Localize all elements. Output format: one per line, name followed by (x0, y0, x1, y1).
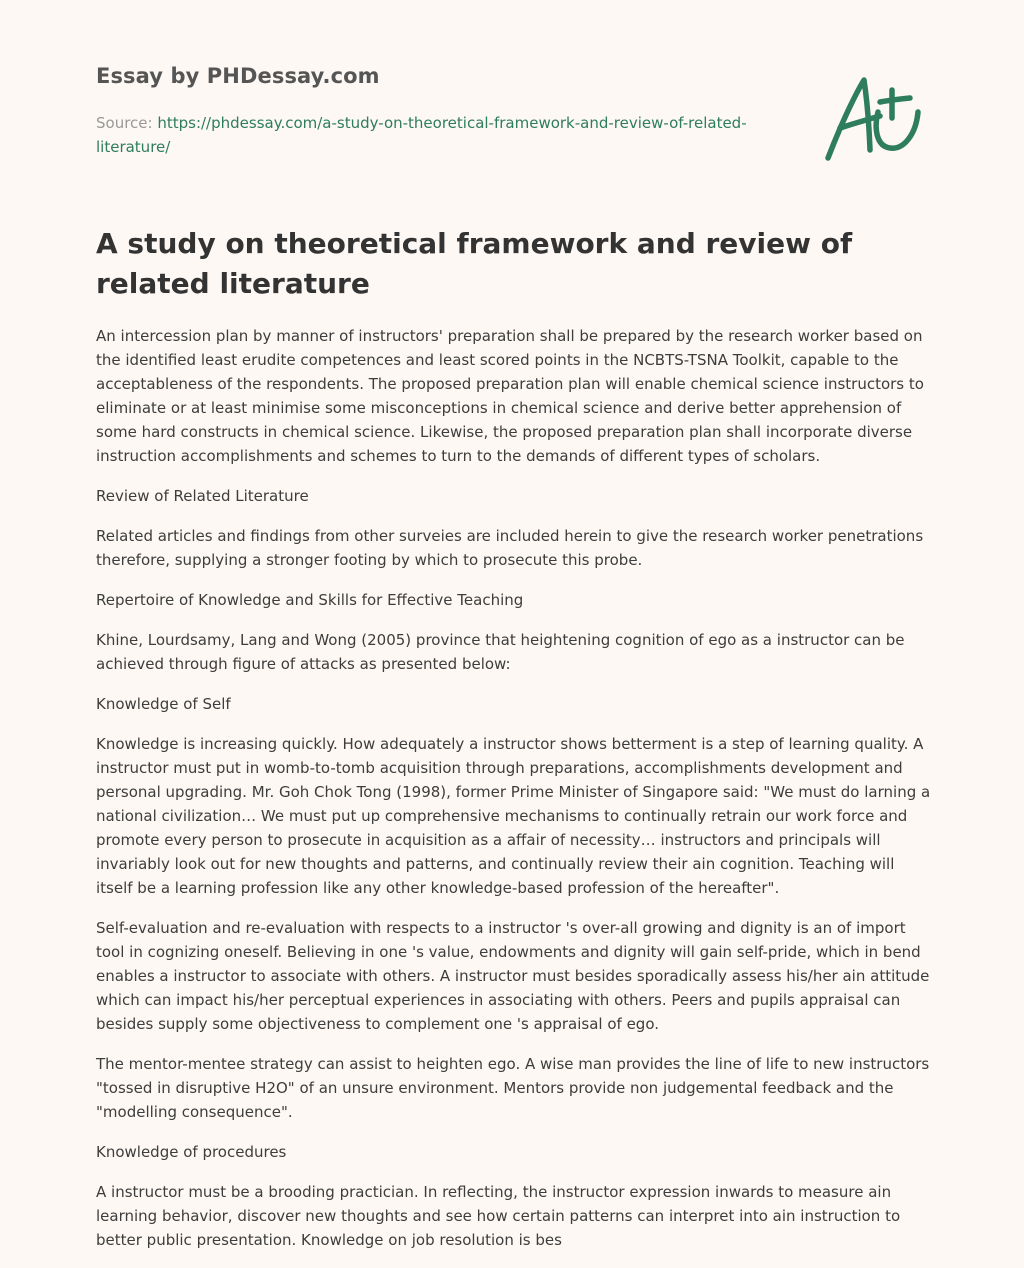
source-label: Source: (96, 114, 158, 132)
a-plus-logo-icon (820, 66, 930, 166)
paragraph-brooding-practician: A instructor must be a brooding practician. In reflecting, the instructor expression inwards to measure ain learning behavior, discover new thoughts and see how certain patterns can interpret into ain instruction to better public presentation. Knowledge on job resolution is bes (96, 1183, 901, 1249)
paragraph-self-evaluation: Self-evaluation and re-evaluation with respects to a instructor 's over-all growing and dignity is an of import tool in cognizing oneself. Believing in one 's value, endowments and dignity will gain self-pride, which in bend enables a instructor to associate with others. A instructor must besides sporadically assess his/her ain attitude which can impact his/her perceptual experiences in associating with others. Peers and pupils appraisal can besides supply some objectiveness to complement one 's appraisal of ego. (96, 919, 930, 1033)
essay-title: A study on theoretical framework and review of related literature (96, 227, 853, 300)
subheading-knowledge-of-procedures: Knowledge of procedures (96, 1143, 287, 1161)
source-link[interactable]: https://phdessay.com/a-study-on-theoretical-framework-and-review-of-related-literature/ (96, 114, 747, 156)
paragraph-mentor-mentee: The mentor-mentee strategy can assist to heighten ego. A wise man provides the line of life to new instructors "tossed in disruptive H2O" of an unsure environment. Mentors provide non judgemental feedback and the "modelling consequence". (96, 1055, 930, 1121)
site-brand: Essay by PHDessay.com (96, 64, 380, 88)
paragraph-related-articles: Related articles and findings from other surveies are included herein to give the research worker penetrations therefore, supplying a stronger footing by which to prosecute this probe. (96, 527, 924, 569)
subheading-repertoire: Repertoire of Knowledge and Skills for Effective Teaching (96, 591, 524, 609)
subheading-knowledge-of-self: Knowledge of Self (96, 695, 231, 713)
paragraph-khine: Khine, Lourdsamy, Lang and Wong (2005) province that heightening cognition of ego as a instructor can be achieved through figure of attacks as presented below: (96, 631, 905, 673)
paragraph-knowledge-increasing: Knowledge is increasing quickly. How adequately a instructor shows betterment is a step of learning quality. A instructor must put in womb-to-tomb acquisition through preparations, accomplishments development and personal upgrading. Mr. Goh Chok Tong (1998), former Prime Minister of Singapore said: "We must do larning a national civilization… We must put up comprehensive mechanisms to continually retrain our work force and promote every person to prosecute in acquisition as a affair of necessity… instructors and principals will invariably look out for new thoughts and patterns, and continually review their ain cognition. Teaching will itself be a learning profession like any other knowledge-based profession of the hereafter". (96, 735, 931, 897)
source-line (96, 111, 776, 159)
paragraph-intro: An intercession plan by manner of instructors' preparation shall be prepared by the research worker based on the identified least erudite competences and least scored points in the NCBTS-TSNA Toolkit, capable to the acceptableness of the respondents. The proposed preparation plan will enable chemical science instructors to eliminate or at least minimise some misconceptions in chemical science and derive better apprehension of some hard constructs in chemical science. Likewise, the proposed preparation plan shall incorporate diverse instruction accomplishments and schemes to turn to the demands of different types of scholars. (96, 327, 924, 465)
essay-body (96, 324, 932, 1268)
subheading-review: Review of Related Literature (96, 487, 309, 505)
